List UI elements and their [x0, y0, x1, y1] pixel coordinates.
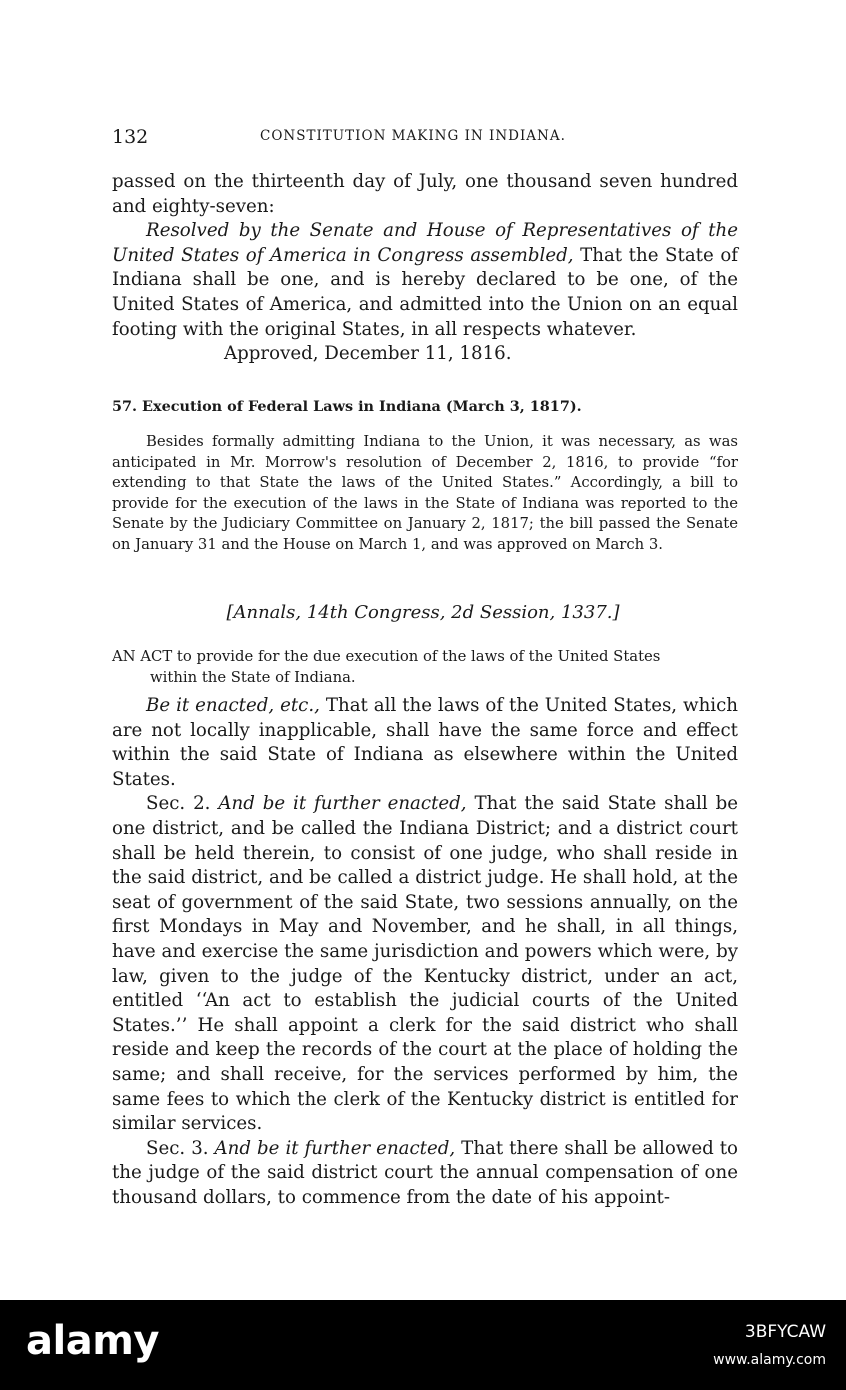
page-number: 132 — [112, 126, 149, 148]
section-heading: 57. Execution of Federal Laws in Indiana (March 3, 1817). — [112, 398, 582, 415]
resolution-paragraph — [112, 219, 738, 342]
image-id: 3BFYCAW — [744, 1322, 826, 1342]
enact-rest: That all the laws of the United States, which are not locally inapplicable, shall have the same force and effect within the said State of Indiana as elsewhere within the United States. — [112, 695, 739, 790]
enact-italic: Be it enacted, etc., — [146, 695, 320, 716]
act-body — [112, 694, 738, 1210]
act-title-line2: within the State of Indiana. — [150, 669, 356, 686]
sec3-rest: That there shall be allowed to the judge of the said district court the annual compensation of one thousand dollars, to commence from the date of his appoint- — [112, 1137, 738, 1208]
approved-line: Approved, December 11, 1816. — [224, 343, 512, 365]
act-title — [112, 646, 738, 688]
page-header — [112, 124, 736, 154]
citation: [Annals, 14th Congress, 2d Session, 1337.] — [226, 602, 620, 623]
act-section-1 — [112, 694, 738, 792]
sec2-rest: That the said State shall be one district, and be called the Indiana District; and a district court shall be held therein, to consist of one judge, who shall reside in the said district, and be called a district judge. He shall hold, at the seat of government of the said State, two sessions annually, on the first Mondays in May and November, and he shall, in all things, have and exercise the same jurisdiction and powers which were, by law, given to the judge of the Kentucky district, under an act, entitled ‘‘An act to establish the judicial courts of the United States.’’ He shall appoint a clerk for the said district who shall reside and keep the records of the court at the place of holding the same; and shall receive, for the services performed by him, the same fees to which the clerk of the Kentucky district is entitled for similar services. — [112, 793, 738, 1135]
resolved-rest: That the State of Indiana shall be one, and is hereby declared to be one, of the United States of America, and admitted into the Union on an equal footing with the original States, in all respects whatever. — [112, 244, 739, 340]
site-url: www.alamy.com — [713, 1352, 826, 1368]
sec3-italic: And be it further enacted, — [214, 1137, 456, 1159]
sec2-italic: And be it further enacted, — [218, 793, 467, 815]
act-title-line1: AN ACT to provide for the due execution of the laws of the United States — [112, 648, 661, 665]
resolution-opening: passed on the thirteenth day of July, one thousand seven hundred and eighty-seven: — [112, 171, 738, 217]
alamy-logo: alamy — [26, 1318, 159, 1364]
resolved-italic: Resolved by the Senate and House of Representatives of the United States of America in Congress assembled, — [112, 220, 738, 266]
section-intro-block — [112, 432, 738, 556]
watermark-footer — [0, 1300, 846, 1390]
act-section-2 — [112, 792, 738, 1136]
act-section-3 — [112, 1137, 738, 1211]
sec3-label: Sec. 3. — [146, 1137, 215, 1159]
running-head: CONSTITUTION MAKING IN INDIANA. — [260, 128, 566, 144]
resolution-block — [112, 170, 738, 367]
section-intro: Besides formally admitting Indiana to the Union, it was necessary, as was anticipated in Mr. Morrow's resolution of December 2, 1816, to provide “for extending to that State the laws of the United States.” Accordingly, a bill to provide for the execution of the laws in the State of Indiana was reported to the Senate by the Judiciary Committee on January 2, 1817; the bill passed the Senate on January 31 and the House on March 1, and was approved on March 3. — [112, 433, 738, 553]
sec2-label: Sec. 2. — [146, 793, 219, 815]
